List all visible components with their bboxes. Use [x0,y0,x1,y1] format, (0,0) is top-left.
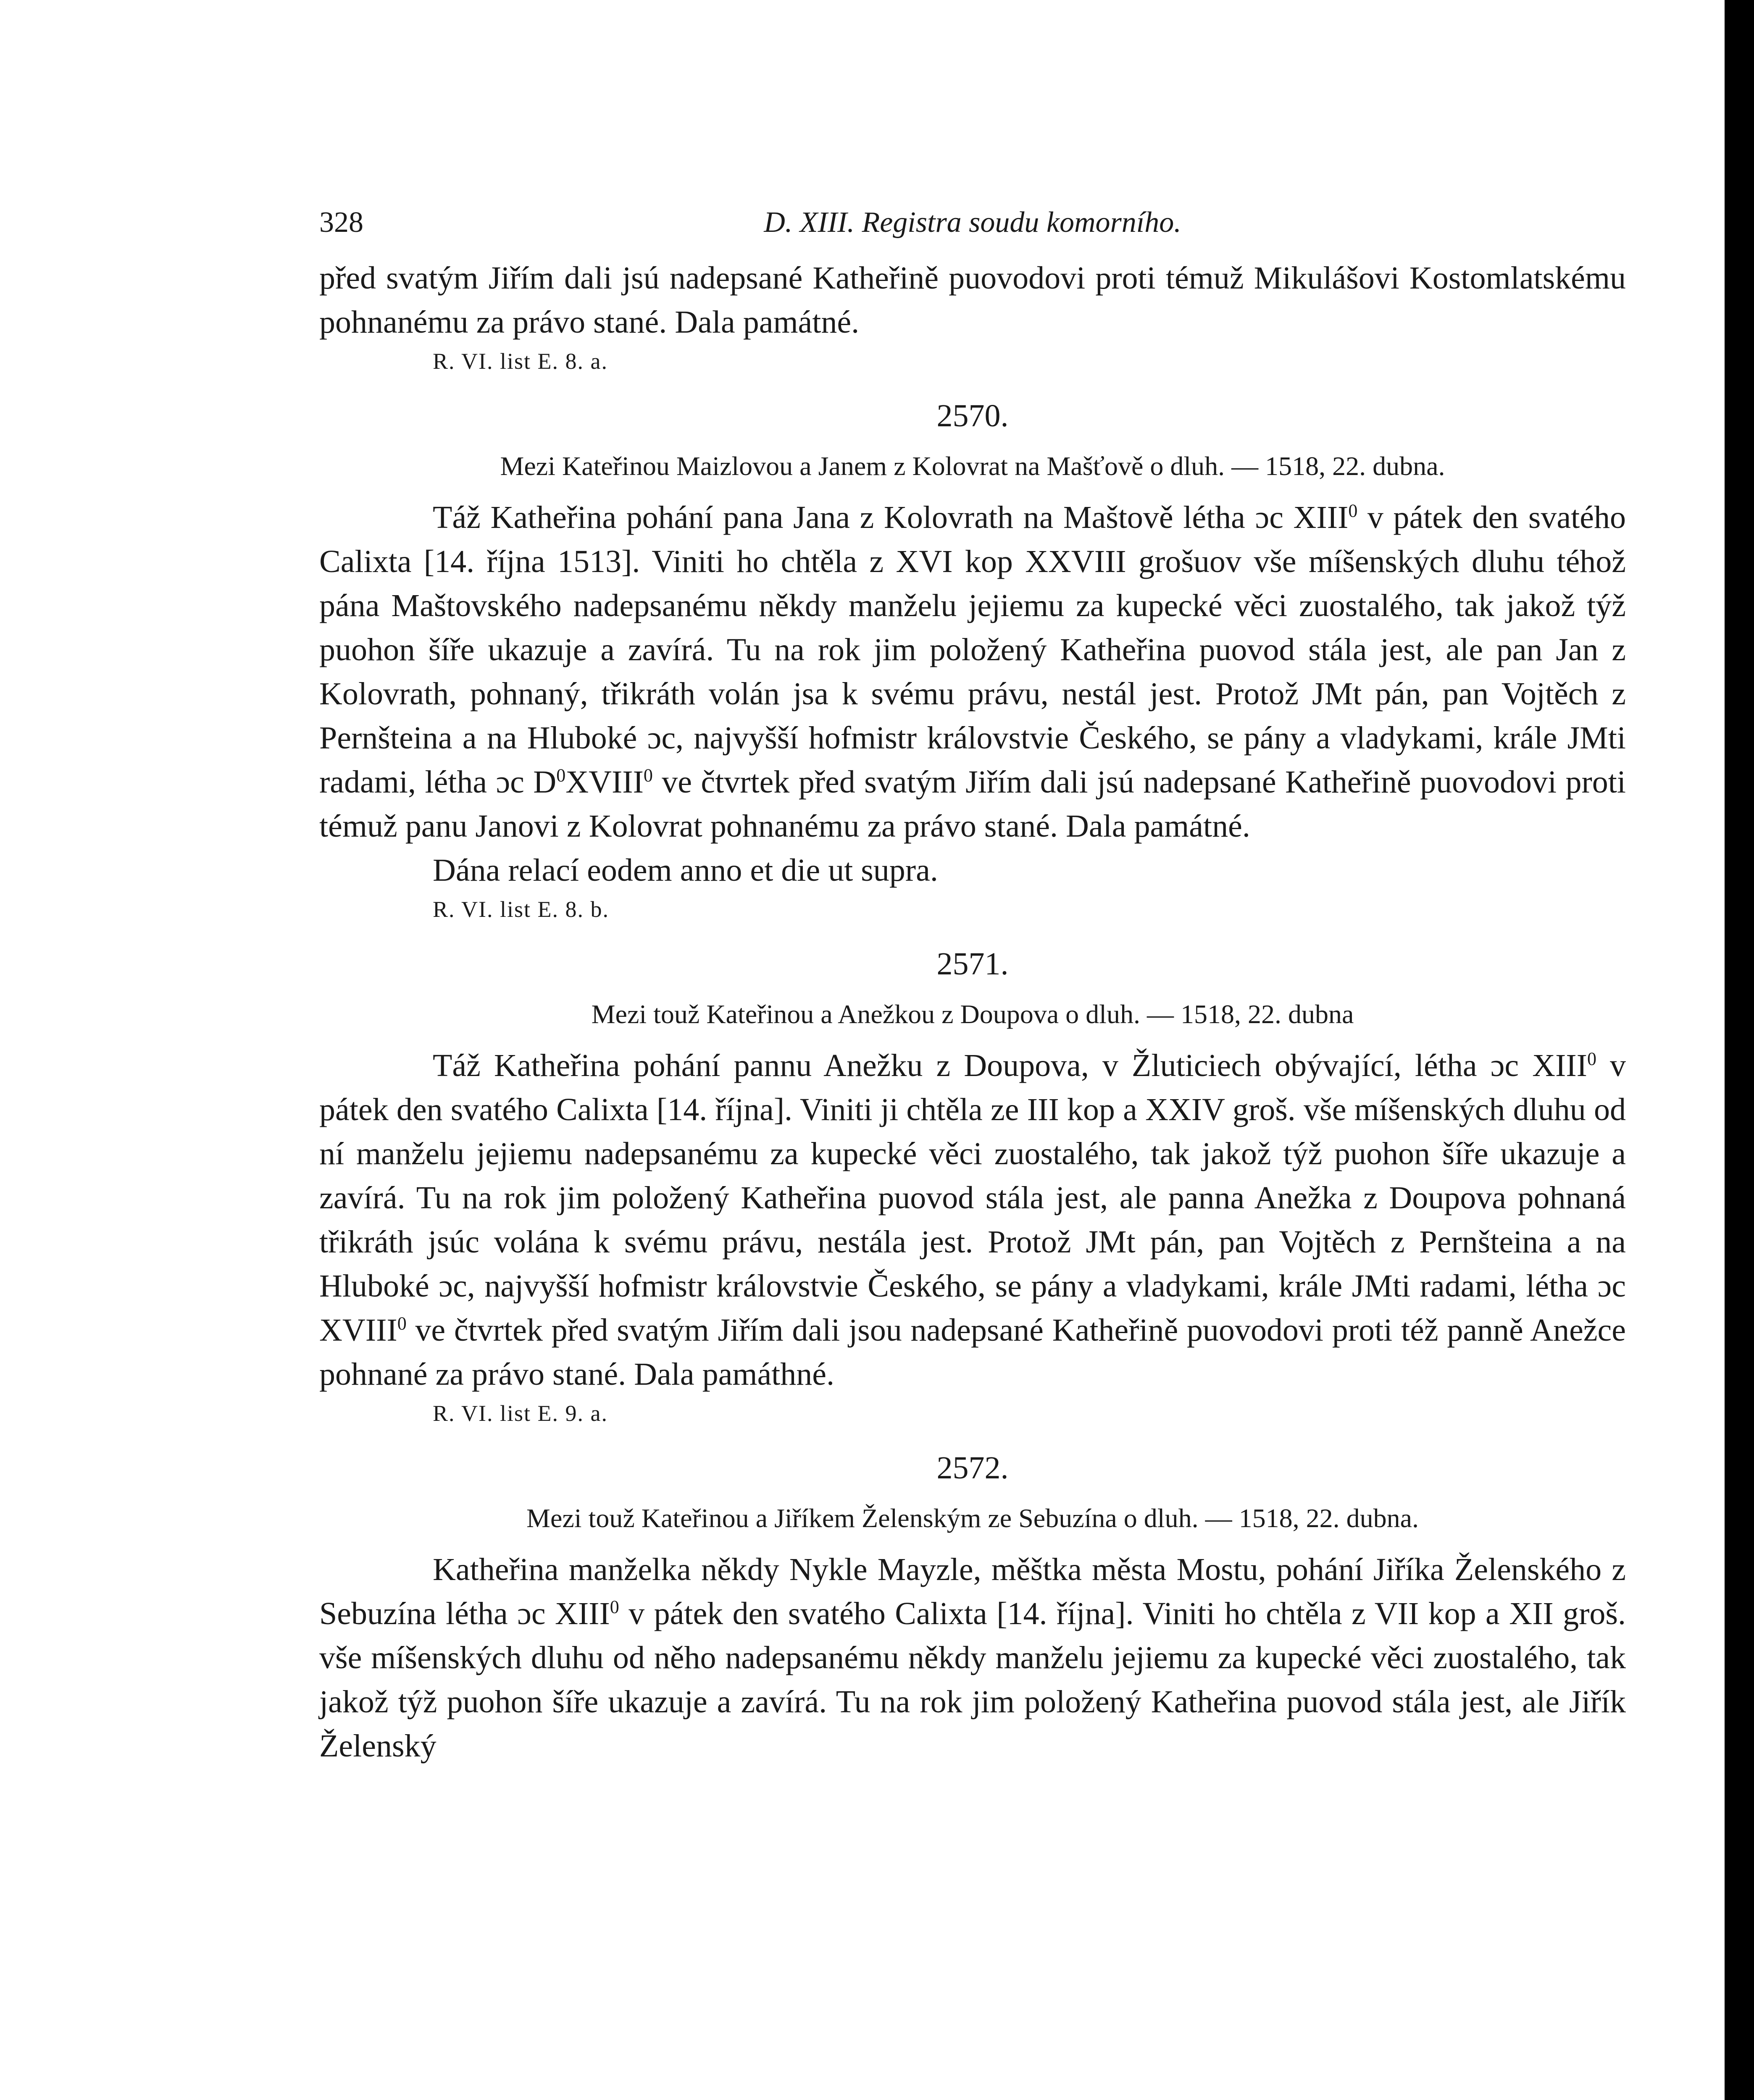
entry-paragraph [319,1548,1626,1768]
entry-number: 2572. [936,1450,1009,1486]
superscript: 0 [1587,1048,1596,1069]
entry-summary: Mezi Kateřinou Maizlovou a Janem z Kolovrat na Mašťově o dluh. — 1518, 22. dubna. [500,451,1445,481]
entry-text: Katheřina manželka někdy Nykle Mayzle, měštka města Mostu, pohání Jiříka Želenského z Sebuzína létha ɔc XIII [319,1552,1626,1631]
page-content [319,197,1626,1768]
entry-paragraph [319,496,1626,848]
entry-text: v pátek den svatého Calixta [14. října 1513]. Viniti ho chtěla z XVI kop XXVIII grošuov vše míšenských dluhu téhož pána Maštovského nadepsanému někdy manželu jejiemu za kupecké věci zuostalého, tak jakož týž puohon šíře ukazuje a zavírá. Tu na rok jim položený Katheřina puovod stála jest, ale pan Jan z Kolovrath, pohnaný, třikráth volán jsa k svému právu, nestál jest. Protož JMt pán, pan Vojtěch z Pernšteina a na Hluboké ɔc, najvyšší hofmistr královstvie Českého, se pány a vladykami, krále JMti radami, létha ɔc D [319,500,1626,800]
entry-text: Táž Katheřina pohání pana Jana z Kolovrath na Maštově létha ɔc XIII [433,500,1349,535]
entry-text: ve čtvrtek před svatým Jiřím dali jsou nadepsané Katheřině puovodovi proti též panně Anežce pohnané za právo stané. Dala památhné. [319,1312,1626,1392]
running-header [319,197,1626,256]
intro-reference: R. VI. list E. 8. a. [433,349,608,374]
superscript: 0 [397,1313,407,1334]
scan-border-right [1725,0,1754,2100]
entry-number: 2570. [936,398,1009,433]
entry-text: ve čtvrtek před svatým Jiřím dali jsú nadepsané Katheřině puovodovi proti témuž panu Janovi z Kolovrat pohnanému za právo stané. Dala památné. [319,764,1626,844]
superscript: 0 [610,1596,619,1617]
superscript: 0 [643,765,653,786]
superscript: 0 [556,765,566,786]
entry-text: XVIII [565,764,644,800]
entry-number: 2571. [936,946,1009,982]
entry-text: v pátek den svatého Calixta [14. října]. Viniti ho chtěla z VII kop a XII groš. vše míšenských dluhu od něho nadepsanému někdy manželu jejiemu za kupecké věci zuostalého, tak jakož týž puohon šíře ukazuje a zavírá. Tu na rok jim položený Katheřina puovod stála jest, ale Jiřík Želenský [319,1596,1626,1764]
entry-summary: Mezi touž Kateřinou a Anežkou z Doupova o dluh. — 1518, 22. dubna [591,999,1354,1029]
entry-text: Táž Katheřina pohání pannu Anežku z Doupova, v Žluticiech obývající, létha ɔc XIII [433,1048,1587,1083]
entry-summary: Mezi touž Kateřinou a Jiříkem Želenským ze Sebuzína o dluh. — 1518, 22. dubna. [526,1503,1419,1533]
superscript: 0 [1348,500,1358,521]
running-title: D. XIII. Registra soudu komorního. [764,206,1181,239]
page-number: 328 [319,206,363,239]
relation-note: Dána relací eodem anno et die ut supra. [433,853,938,888]
entry-text: v pátek den svatého Calixta [14. října]. Viniti ji chtěla ze III kop a XXIV groš. vše míšenských dluhu od ní manželu jejiemu nadepsanému za kupecké věci zuostalého, tak jakož týž puohon šíře ukazuje a zavírá. Tu na rok jim položený Katheřina puovod stála jest, ale panna Anežka z Doupova pohnaná třikráth jsúc volána k svému právu, nestála jest. Protož JMt pán, pan Vojtěch z Pernšteina a na Hluboké ɔc, najvyšší hofmistr královstvie Českého, se pány a vladykami, krále JMti radami, létha ɔc XVIII [319,1048,1626,1348]
entry-reference: R. VI. list E. 8. b. [433,897,610,922]
intro-paragraph: před svatým Jiřím dali jsú nadepsané Katheřině puovodovi proti témuž Mikulášovi Kostomlatskému pohnanému za právo stané. Dala památné. [319,260,1626,340]
entry-reference: R. VI. list E. 9. a. [433,1401,608,1426]
entry-paragraph [319,1044,1626,1396]
